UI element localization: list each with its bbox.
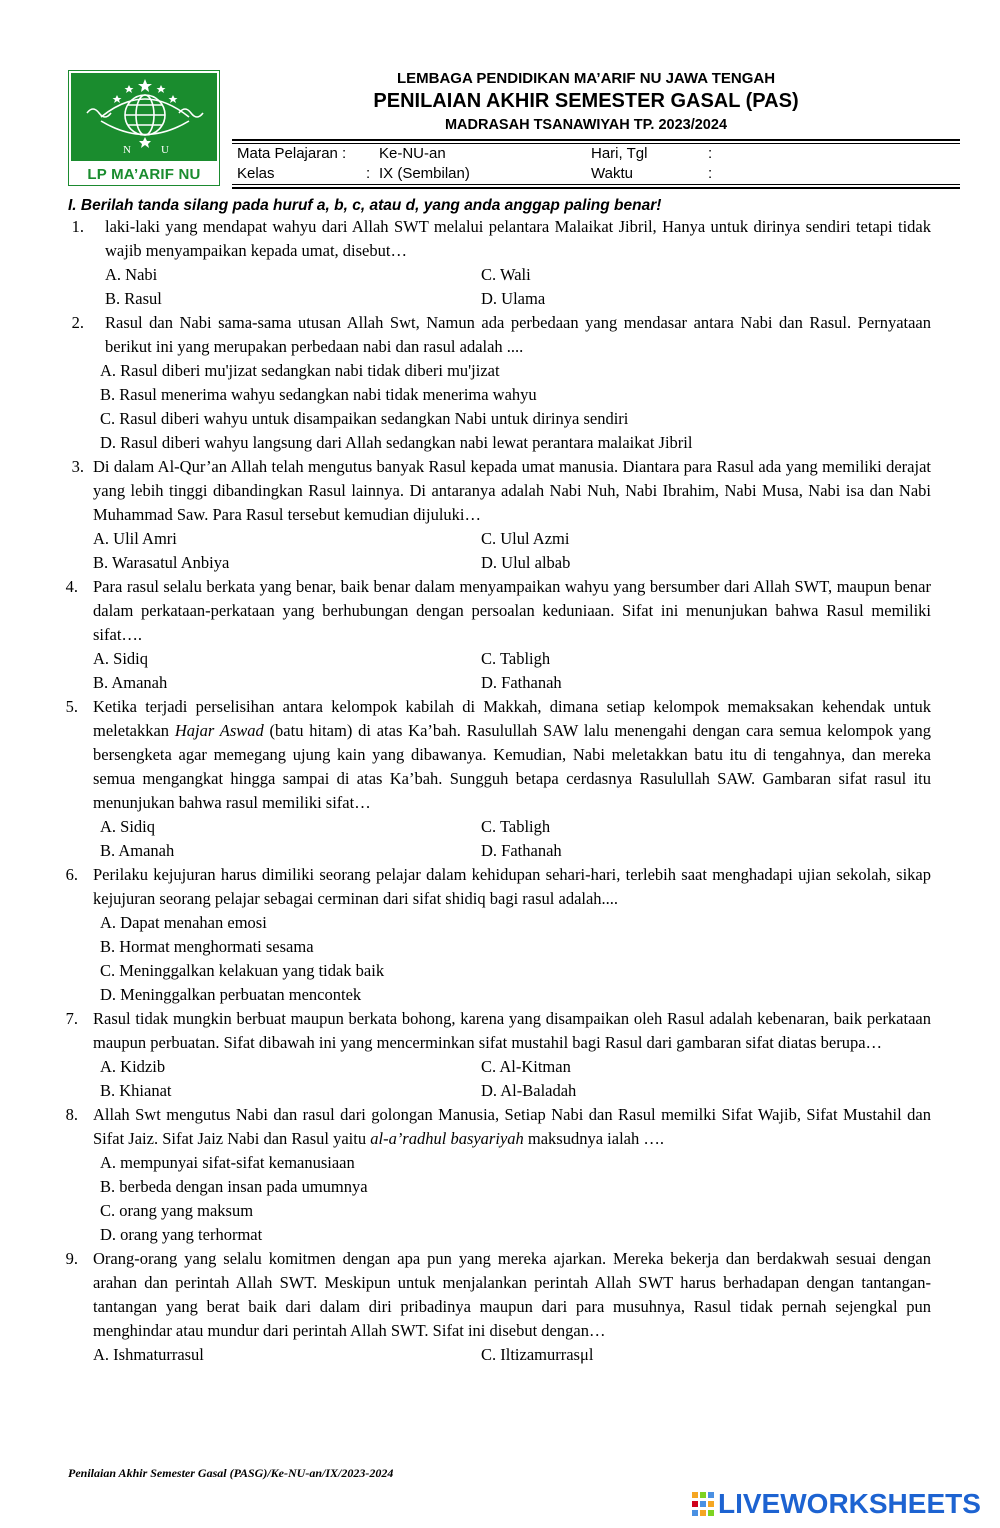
option-c[interactable]: C. Ulul Azmi bbox=[481, 529, 570, 548]
question-text-part: Allah Swt mengutus Nabi dan rasul dari golongan Manusia, Setiap Nabi dan Rasul memilki Sifat Wajib, Sifat Mustahil dan Sifat Jaiz. Sifat Jaiz Nabi dan Rasul yaitu bbox=[93, 1105, 931, 1148]
option-d[interactable]: D. Al-Baladah bbox=[481, 1081, 577, 1100]
option-a[interactable]: A. Ulil Amri bbox=[93, 529, 177, 548]
emblem-letter-n: N bbox=[123, 144, 131, 156]
question-text-part: maksudnya ialah …. bbox=[523, 1129, 664, 1148]
lp-maarif-logo bbox=[68, 70, 220, 186]
exam-title: PENILAIAN AKHIR SEMESTER GASAL (PAS) bbox=[373, 90, 799, 112]
options-row bbox=[0, 815, 1000, 839]
option-c[interactable]: C. Al-Kitman bbox=[481, 1057, 571, 1076]
question-number: 5. bbox=[65, 697, 78, 716]
options-row bbox=[0, 839, 1000, 863]
question-text: Rasul tidak mungkin berbuat maupun berkata bohong, karena yang disampaikan oleh Rasul adalah kebenaran, baik perkataan maupun perbuatan. Sifat dibawah ini yang mencerminkan sifat mustahil bagi Rasul dari gambaran sifat diatas berupa… bbox=[93, 1009, 931, 1052]
question-number: 9. bbox=[65, 1249, 78, 1268]
question-number: 2. bbox=[71, 313, 84, 332]
option-c[interactable]: C. orang yang maksum bbox=[100, 1201, 254, 1220]
question-text-italic: Hajar Aswad bbox=[174, 721, 264, 740]
option-b[interactable]: B. Rasul bbox=[105, 289, 162, 308]
question-text: Di dalam Al-Qur’an Allah telah mengutus banyak Rasul kepada umat manusia. Diantara para Rasul ada yang memiliki derajat yang lebih tinggi dibandingkan Rasul lainnya. Di antaranya adalah Nabi Nuh, Nabi Ibrahim, Nabi Musa, Nabi isa dan Nabi Muhammad Saw. Para Rasul tersebut kemudian dijuluki… bbox=[93, 457, 931, 524]
question-text: Rasul dan Nabi sama-sama utusan Allah Swt, Namun ada perbedaan yang mendasar antara Nabi dan Rasul. Pernyataan berikut ini yang merupakan perbedaan nabi dan rasul adalah .... bbox=[105, 313, 931, 356]
question-number: 8. bbox=[65, 1105, 78, 1124]
option-c[interactable]: C. Tabligh bbox=[481, 817, 551, 836]
option-c[interactable]: C. Meninggalkan kelakuan yang tidak baik bbox=[100, 961, 385, 980]
header-rule bbox=[232, 143, 960, 144]
date-label: Hari, Tgl bbox=[591, 145, 648, 162]
institution-name: LEMBAGA PENDIDIKAN MA’ARIF NU JAWA TENGAH bbox=[396, 70, 776, 87]
option-a[interactable]: A. Sidiq bbox=[100, 817, 156, 836]
question-text: Perilaku kejujuran harus dimiliki seorang pelajar dalam kehidupan sehari-hari, terlebih saat menghadapi ujian sekolah, sikap kejujuran seorang pelajar sebagai cerminan dari sifat shidiq bagi rasul adalah.... bbox=[93, 865, 931, 908]
question-text-part: (batu hitam) di atas Ka’bah. Rasulullah SAW lalu menengahi dengan cara semua kelompok yang bersengketa agar memegang ujung kain yang dibawanya. Kemudian, Nabi meletakkan batu itu di tengahnya, dan mereka semua mengangkat hingga sampai di atas Ka’bah. Sungguh betapa cerdasnya Rasulullah SAW. Gambaran sifat rasul itu menunjukan bahwa rasul memiliki sifat… bbox=[93, 721, 931, 812]
option-c[interactable]: C. Iltizamurrasμl bbox=[481, 1345, 594, 1364]
options-row bbox=[0, 263, 1000, 287]
header-rule bbox=[232, 184, 960, 185]
question-text-part: Ketika terjadi perselisihan antara kelompok kabilah di Makkah, dimana setiap kelompok memaksakan kehendak untuk meletakkan bbox=[93, 697, 931, 740]
emblem-letter-u: U bbox=[161, 144, 169, 156]
options-row bbox=[0, 647, 1000, 671]
option-b[interactable]: B. berbeda dengan insan pada umumnya bbox=[100, 1177, 368, 1196]
option-b[interactable]: B. Amanah bbox=[93, 673, 168, 692]
question-5 bbox=[0, 695, 1000, 815]
question-text: laki-laki yang mendapat wahyu dari Allah SWT melalui pelantara Malaikat Jibril, Hanya untuk dirinya sendiri tetapi tidak wajib menyampaikan kepada umat, disebut… bbox=[105, 217, 931, 260]
subject-label: Mata Pelajaran : bbox=[237, 145, 347, 162]
time-label: Waktu bbox=[591, 165, 633, 182]
question-number: 1. bbox=[71, 217, 84, 236]
class-label: Kelas bbox=[237, 165, 275, 182]
question-text: Orang-orang yang selalu komitmen dengan apa pun yang mereka ajarkan. Mereka bekerja dan berdakwah sesuai dengan arahan dan perintah Allah SWT. Meskipun untuk menjalankan perintah Allah SWT harus berhadapan dengan tantangan-tantangan yang berat baik dari dalam diri pribadinya maupun dari para musuhnya, Rasul tidak pernah sejengkal pun menghindar atau mundur dari perintah Allah SWT. Sifat ini disebut dengan… bbox=[93, 1249, 931, 1340]
date-colon: : bbox=[708, 145, 713, 162]
question-number: 3. bbox=[71, 457, 84, 476]
option-a[interactable]: A. Kidzib bbox=[100, 1057, 166, 1076]
option-c[interactable]: C. Tabligh bbox=[481, 649, 551, 668]
options-row bbox=[0, 1343, 1000, 1367]
option-c[interactable]: C. Wali bbox=[481, 265, 531, 284]
option-a[interactable]: A. Nabi bbox=[105, 265, 158, 284]
option-a[interactable]: A. Sidiq bbox=[93, 649, 149, 668]
option-d[interactable]: D. Meninggalkan perbuatan mencontek bbox=[100, 985, 362, 1004]
option-a[interactable]: A. Ishmaturrasul bbox=[93, 1345, 204, 1364]
question-8 bbox=[0, 1103, 1000, 1151]
option-d[interactable]: D. orang yang terhormat bbox=[100, 1225, 263, 1244]
question-number: 6. bbox=[65, 865, 78, 884]
logo-caption: LP MA’ARIF NU bbox=[87, 166, 201, 183]
option-b[interactable]: B. Hormat menghormati sesama bbox=[100, 937, 314, 956]
nu-emblem bbox=[71, 73, 217, 161]
question-list bbox=[0, 215, 1000, 1367]
options-row bbox=[0, 1079, 1000, 1103]
header-rule bbox=[232, 187, 960, 189]
option-a[interactable]: A. Dapat menahan emosi bbox=[100, 913, 267, 932]
question-text bbox=[93, 1103, 931, 1151]
options-row bbox=[0, 551, 1000, 575]
question-3 bbox=[0, 455, 1000, 527]
options-row bbox=[0, 287, 1000, 311]
question-text-italic: al-a’radhul basyariyah bbox=[370, 1129, 524, 1148]
option-b[interactable]: B. Amanah bbox=[100, 841, 175, 860]
options-row bbox=[0, 671, 1000, 695]
question-1 bbox=[0, 215, 1000, 263]
option-d[interactable]: D. Fathanah bbox=[481, 841, 562, 860]
question-number: 4. bbox=[65, 577, 78, 596]
school-year: MADRASAH TSANAWIYAH TP. 2023/2024 bbox=[444, 117, 728, 133]
question-9 bbox=[0, 1247, 1000, 1343]
option-c[interactable]: C. Rasul diberi wahyu untuk disampaikan sedangkan Nabi untuk dirinya sendiri bbox=[100, 409, 629, 428]
option-b[interactable]: B. Khianat bbox=[100, 1081, 172, 1100]
question-7 bbox=[0, 1007, 1000, 1055]
time-colon: : bbox=[708, 165, 713, 182]
option-d[interactable]: D. Fathanah bbox=[481, 673, 562, 692]
globe-emblem-icon bbox=[71, 73, 219, 161]
question-text bbox=[93, 695, 931, 815]
class-value: IX (Sembilan) bbox=[379, 165, 470, 182]
question-6 bbox=[0, 863, 1000, 911]
liveworksheets-logo-icon bbox=[692, 1492, 714, 1516]
instruction: I. Berilah tanda silang pada huruf a, b, c, atau d, yang anda anggap paling benar! bbox=[68, 197, 662, 214]
option-a[interactable]: A. Rasul diberi mu'jizat sedangkan nabi tidak diberi mu'jizat bbox=[100, 361, 500, 380]
question-2 bbox=[0, 311, 1000, 359]
page-footer: Penilaian Akhir Semester Gasal (PASG)/Ke-NU-an/IX/2023-2024 bbox=[68, 1466, 394, 1480]
header-rule bbox=[232, 139, 960, 141]
option-a[interactable]: A. mempunyai sifat-sifat kemanusiaan bbox=[100, 1153, 355, 1172]
options-row bbox=[0, 527, 1000, 551]
option-b[interactable]: B. Rasul menerima wahyu sedangkan nabi tidak menerima wahyu bbox=[100, 385, 537, 404]
question-4 bbox=[0, 575, 1000, 647]
question-text: Para rasul selalu berkata yang benar, baik benar dalam menyampaikan wahyu yang bersumber dari Allah SWT, maupun benar dalam perkataan-perkataan yang berhubungan dengan persoalan keduniaan. Sifat ini menunjukan bahwa Rasul memiliki sifat…. bbox=[93, 577, 931, 644]
option-d[interactable]: D. Ulul albab bbox=[481, 553, 571, 572]
question-number: 7. bbox=[65, 1009, 78, 1028]
option-d[interactable]: D. Ulama bbox=[481, 289, 546, 308]
options-row bbox=[0, 1055, 1000, 1079]
option-b[interactable]: B. Warasatul Anbiya bbox=[93, 553, 230, 572]
class-colon: : bbox=[366, 165, 371, 182]
option-d[interactable]: D. Rasul diberi wahyu langsung dari Allah sedangkan nabi lewat perantara malaikat Jibril bbox=[100, 433, 693, 452]
liveworksheets-brand[interactable]: LIVEWORKSHEETS bbox=[718, 1488, 981, 1519]
subject-value: Ke-NU-an bbox=[379, 145, 446, 162]
